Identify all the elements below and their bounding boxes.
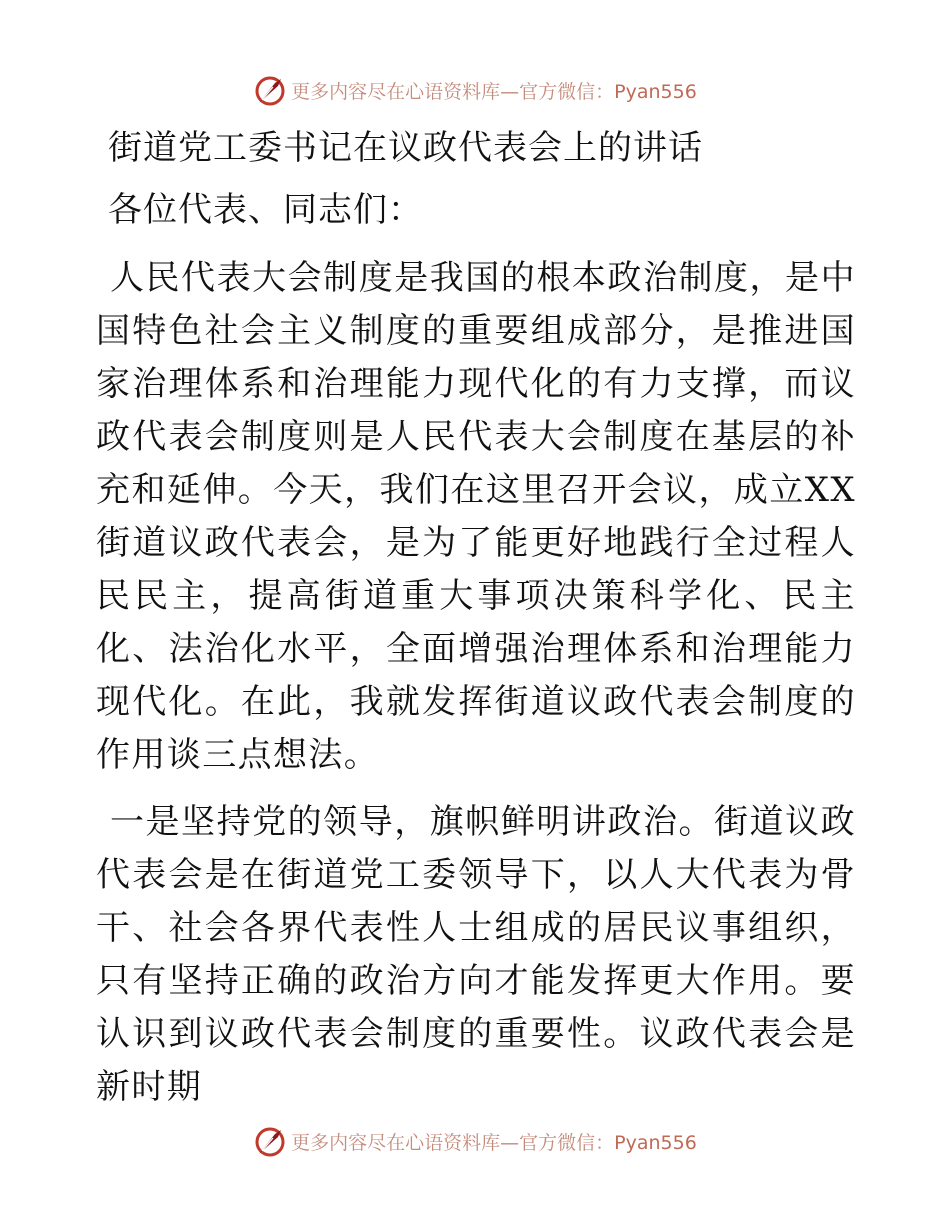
paragraph: 人民代表大会制度是我国的根本政治制度，是中国特色社会主义制度的重要组成部分，是推进国家治理体系和治理能力现代化的有力支撑，而议政代表会制度则是人民代表大会制度在基层的补充和延伸。今天，我们在这里召开会议，成立XX街道议政代表会，是为了能更好地践行全过程人民民主，提高街道重大事项决策科学化、民主化、法治化水平，全面增强治理体系和治理能力现代化。在此，我就发挥街道议政代表会制度的作用谈三点想法。 xyxy=(96,258,856,775)
watermark-banner-top xyxy=(0,70,950,110)
salutation: 各位代表、同志们： xyxy=(108,190,423,230)
paragraph: 一是坚持党的领导，旗帜鲜明讲政治。街道议政代表会是在街道党工委领导下，以人大代表为骨干、社会各界代表性人士组成的居民议事组织，只有坚持正确的政治方向才能发挥更大作用。要认识到议政代表会制度的重要性。议政代表会是新时期 xyxy=(96,802,856,1107)
watermark-banner-bottom xyxy=(0,1121,950,1161)
page-title: 街道党工委书记在议政代表会上的讲话 xyxy=(108,128,703,168)
watermark-text: 更多内容尽在心语资料库—官方微信：Pyan556 xyxy=(291,80,697,103)
quill-pen-logo-icon xyxy=(253,1124,287,1158)
watermark-text: 更多内容尽在心语资料库—官方微信：Pyan556 xyxy=(291,1131,697,1154)
document-body xyxy=(96,122,856,1128)
quill-pen-logo-icon xyxy=(253,73,287,107)
